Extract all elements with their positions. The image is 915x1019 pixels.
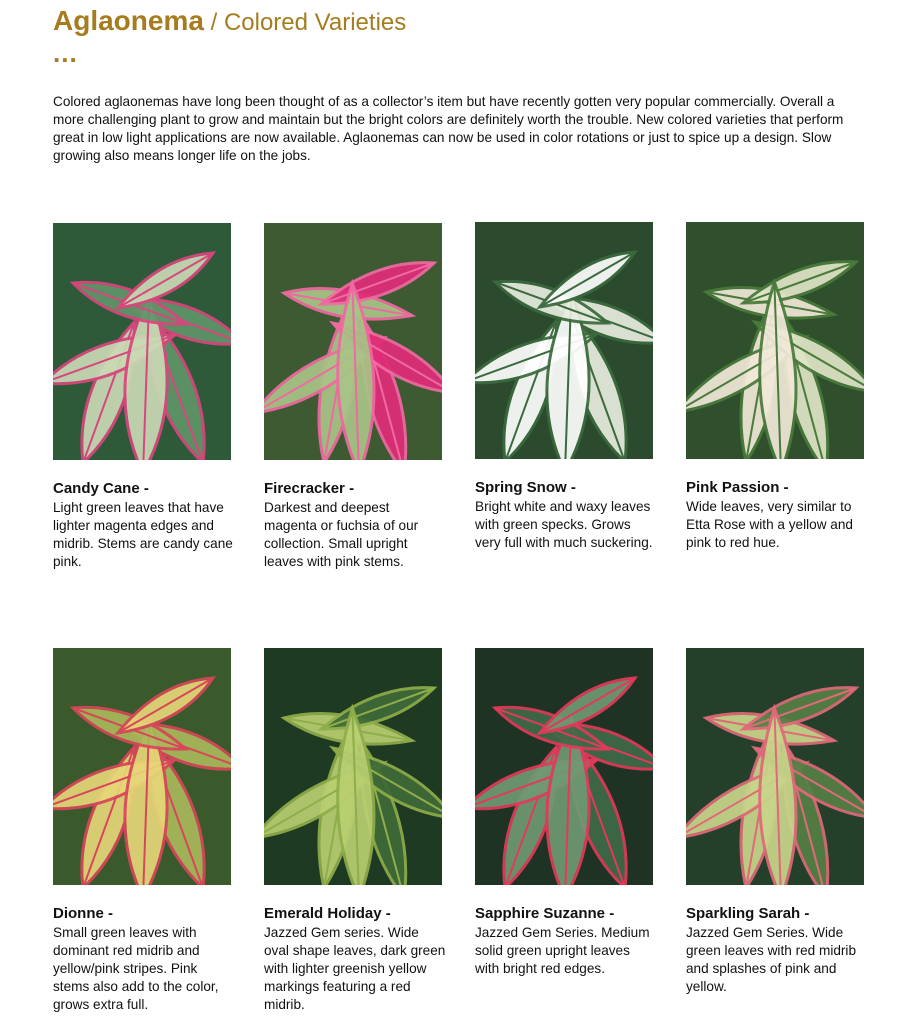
variety-description: Darkest and deepest magenta or fuchsia of our collection. Small upright leaves with pink stems.: [264, 500, 419, 569]
variety-card-pink-passion: [686, 222, 868, 552]
variety-description: Bright white and waxy leaves with green specks. Grows very full with much suckering.: [475, 499, 653, 550]
variety-card-sapphire-suzanne: [475, 648, 657, 978]
variety-photo: [53, 223, 231, 460]
variety-name: Emerald Holiday -: [264, 905, 391, 922]
leaf-photo: [686, 222, 864, 459]
variety-card-candy-cane: [53, 223, 235, 571]
variety-photo: [686, 648, 864, 885]
variety-photo: [264, 223, 442, 460]
variety-name: Sparkling Sarah -: [686, 905, 810, 922]
variety-description: Jazzed Gem Series. Wide green leaves with red midrib and splashes of pink and yellow.: [686, 925, 857, 994]
leaf-photo: [475, 222, 653, 459]
variety-name: Sapphire Suzanne -: [475, 905, 615, 922]
variety-name: Pink Passion -: [686, 479, 789, 496]
variety-card-firecracker: [264, 223, 446, 571]
page-title: [53, 2, 406, 40]
variety-name: Candy Cane -: [53, 480, 149, 497]
title-main: Aglaonema: [53, 5, 204, 36]
variety-card-spring-snow: [475, 222, 657, 552]
variety-name: Spring Snow -: [475, 479, 576, 496]
leaf-photo: [53, 648, 231, 885]
variety-name: Firecracker -: [264, 480, 355, 497]
variety-description: Jazzed Gem Series. Medium solid green upright leaves with bright red edges.: [475, 925, 650, 976]
variety-photo: [686, 222, 864, 459]
variety-photo: [264, 648, 442, 885]
intro-paragraph: Colored aglaonemas have long been thought of as a collector’s item but have recently gotten very popular commercially. Overall a more challenging plant to grow and maintain but the bright colors are definitely worth the trouble. New colored varieties that perform great in low light applications are now available. Aglaonemas can now be used in color rotations or just to spice up a design. Slow growing also means longer life on the jobs.: [53, 94, 844, 163]
leaf-photo: [264, 648, 442, 885]
variety-description: Jazzed Gem series. Wide oval shape leaves, dark green with lighter greenish yellow markings featuring a red midrib.: [264, 925, 446, 1012]
variety-photo: [475, 222, 653, 459]
variety-photo: [53, 648, 231, 885]
variety-card-emerald-holiday: [264, 648, 446, 1014]
leaf-photo: [475, 648, 653, 885]
leaf-photo: [53, 223, 231, 460]
title-ellipsis: ...: [53, 38, 78, 68]
variety-description: Small green leaves with dominant red midrib and yellow/pink stripes. Pink stems also add to the color, grows extra full.: [53, 925, 219, 1012]
variety-description: Wide leaves, very similar to Etta Rose with a yellow and pink to red hue.: [686, 499, 853, 550]
variety-name: Dionne -: [53, 905, 113, 922]
title-subtitle: / Colored Varieties: [203, 9, 407, 36]
leaf-photo: [686, 648, 864, 885]
leaf-photo: [264, 223, 442, 460]
variety-photo: [475, 648, 653, 885]
variety-card-sparkling-sarah: [686, 648, 868, 996]
variety-description: Light green leaves that have lighter magenta edges and midrib. Stems are candy cane pink.: [53, 500, 233, 569]
variety-card-dionne: [53, 648, 235, 1014]
